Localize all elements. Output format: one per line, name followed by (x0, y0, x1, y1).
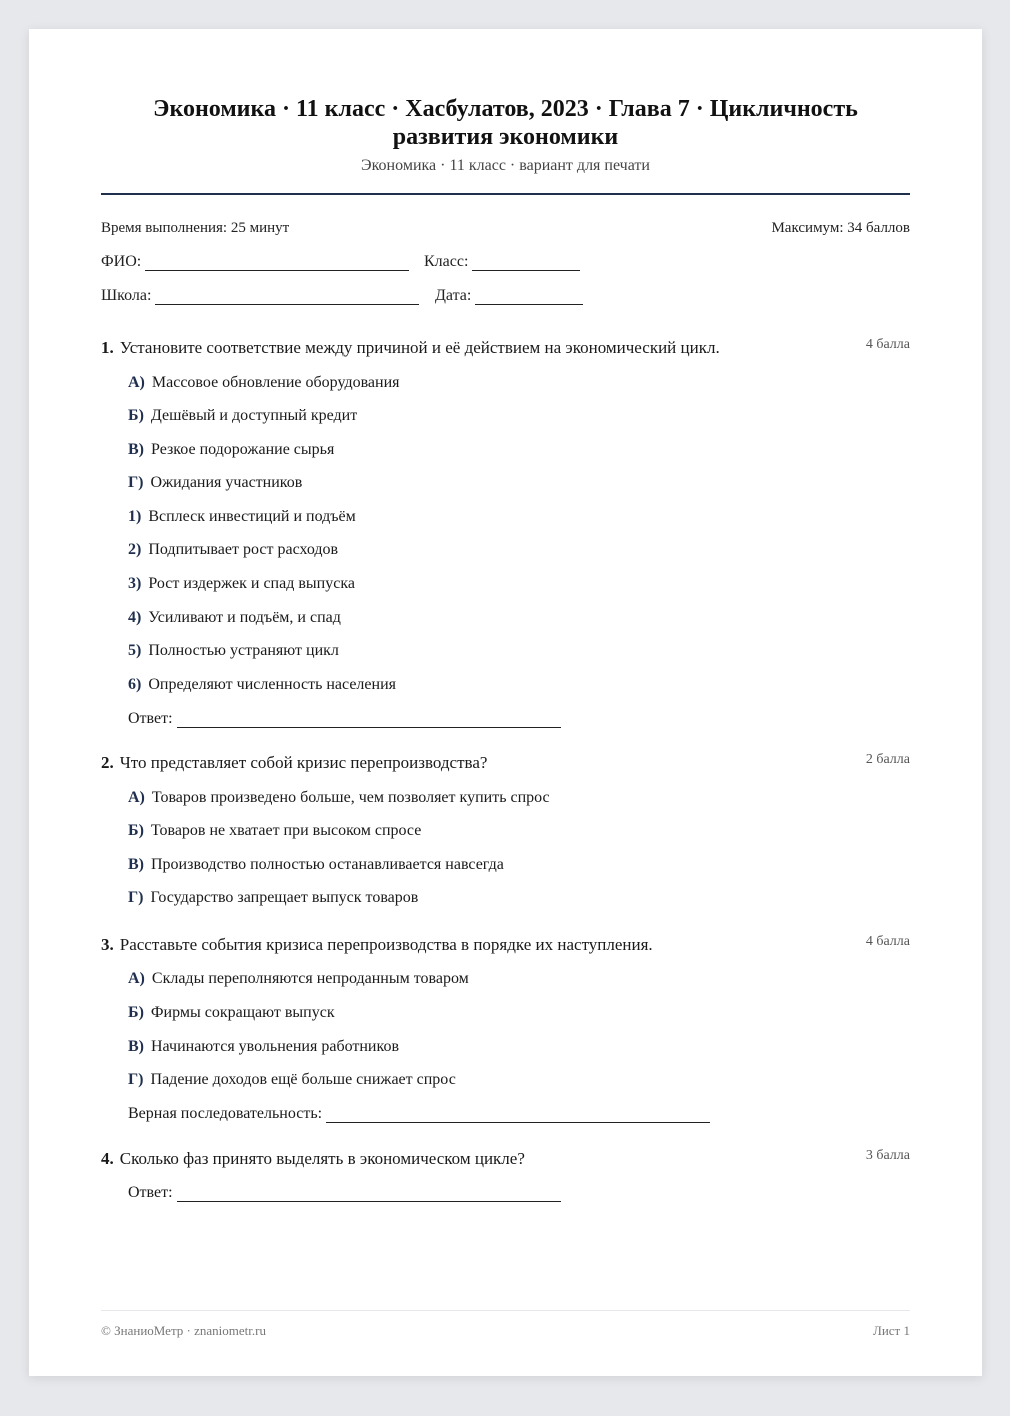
header-divider (101, 193, 910, 195)
option-text: Усиливают и подъём, и спад (148, 609, 341, 626)
option-label: 1) (128, 508, 142, 525)
page-subtitle: Экономика · 11 класс · вариант для печати (361, 157, 650, 174)
option-label: Б) (128, 1004, 144, 1021)
answer-line[interactable] (177, 726, 561, 728)
option-label: В) (128, 441, 144, 458)
option-text: Ожидания участников (150, 474, 303, 491)
question-text: Установите соответствие между причиной и её действием на экономический цикл. (119, 338, 720, 357)
option-item (128, 575, 355, 593)
option-label: А) (128, 789, 145, 806)
school-field (101, 287, 419, 305)
question-4 (101, 1149, 525, 1169)
option-text: Товаров произведено больше, чем позволяет купить спрос (151, 789, 550, 806)
question-points: 2 балла (865, 752, 910, 767)
option-item (128, 541, 338, 559)
class-field (424, 253, 580, 271)
option-label: В) (128, 1038, 144, 1055)
option-label: 3) (128, 575, 142, 592)
class-line[interactable] (472, 269, 580, 271)
option-label: 6) (128, 676, 142, 693)
option-text: Дешёвый и доступный кредит (150, 407, 358, 424)
question-number: 2. (101, 753, 114, 772)
answer-line[interactable] (177, 1200, 561, 1202)
option-item (128, 676, 396, 694)
option-label: А) (128, 970, 145, 987)
question-text: Расставьте события кризиса перепроизводства в порядке их наступления. (119, 935, 653, 954)
fio-label: ФИО: (101, 253, 142, 270)
question-text: Что представляет собой кризис перепроизводства? (119, 753, 488, 772)
question-number: 3. (101, 935, 114, 954)
option-item (128, 508, 356, 526)
option-label: Г) (128, 889, 144, 906)
option-item (128, 609, 341, 627)
option-label: Г) (128, 1071, 144, 1088)
option-text: Определяют численность населения (148, 676, 396, 693)
time-limit: Время выполнения: 25 минут (101, 220, 290, 236)
answer-label: Верная последовательность: (128, 1105, 323, 1122)
question-text: Сколько фаз принято выделять в экономическом цикле? (119, 1149, 525, 1168)
option-text: Склады переполняются непроданным товаром (151, 970, 469, 987)
question-points: 4 балла (865, 934, 910, 949)
page-title: Экономика · 11 класс · Хасбулатов, 2023 · Глава 7 · Цикличность развития экономики (153, 96, 858, 150)
question-number: 4. (101, 1149, 114, 1168)
option-item (128, 1071, 456, 1089)
option-item (128, 374, 400, 392)
question-points: 4 балла (865, 337, 910, 352)
option-text: Рост издержек и спад выпуска (148, 575, 355, 592)
option-text: Товаров не хватает при высоком спросе (150, 822, 422, 839)
question-1 (101, 338, 720, 358)
fio-field (101, 253, 409, 271)
option-text: Массовое обновление оборудования (151, 374, 400, 391)
option-item (128, 889, 418, 907)
option-label: Б) (128, 407, 144, 424)
option-text: Падение доходов ещё больше снижает спрос (150, 1071, 456, 1088)
option-text: Резкое подорожание сырья (151, 441, 335, 458)
option-item (128, 1004, 335, 1022)
option-text: Начинаются увольнения работников (151, 1038, 400, 1055)
option-item (128, 474, 302, 492)
option-text: Государство запрещает выпуск товаров (150, 889, 419, 906)
option-text: Полностью устраняют цикл (148, 642, 339, 659)
footer-copyright: © ЗнаниоМетр · znaniometr.ru (101, 1323, 266, 1338)
option-item (128, 789, 550, 807)
date-field (435, 287, 583, 305)
answer-label: Ответ: (128, 710, 173, 727)
answer-field (128, 710, 561, 728)
fio-line[interactable] (145, 269, 409, 271)
option-label: 4) (128, 609, 142, 626)
option-item (128, 642, 339, 660)
sequence-answer-field (128, 1105, 710, 1123)
option-label: Г) (128, 474, 144, 491)
option-item (128, 856, 504, 874)
option-label: 5) (128, 642, 142, 659)
question-points: 3 балла (865, 1148, 910, 1163)
option-item (128, 970, 469, 988)
option-text: Фирмы сокращают выпуск (150, 1004, 335, 1021)
school-label: Школа: (101, 287, 152, 304)
question-3 (101, 935, 653, 955)
option-label: А) (128, 374, 145, 391)
question-2 (101, 753, 487, 773)
option-item (128, 822, 421, 840)
footer-page-number: Лист 1 (873, 1323, 910, 1338)
option-item (128, 441, 334, 459)
option-label: 2) (128, 541, 142, 558)
option-text: Подпитывает рост расходов (148, 541, 339, 558)
school-line[interactable] (155, 303, 419, 305)
option-text: Производство полностью останавливается навсегда (151, 856, 504, 873)
answer-field (128, 1184, 561, 1202)
option-item (128, 407, 357, 425)
option-text: Всплеск инвестиций и подъём (148, 508, 356, 525)
class-label: Класс: (424, 253, 469, 270)
date-label: Дата: (435, 287, 472, 304)
option-item (128, 1038, 399, 1056)
answer-line[interactable] (326, 1121, 710, 1123)
option-label: Б) (128, 822, 144, 839)
question-number: 1. (101, 338, 114, 357)
option-label: В) (128, 856, 144, 873)
worksheet-page (29, 29, 982, 1376)
date-line[interactable] (475, 303, 583, 305)
footer-divider (101, 1310, 910, 1311)
answer-label: Ответ: (128, 1184, 173, 1201)
max-score: Максимум: 34 баллов (771, 220, 910, 236)
